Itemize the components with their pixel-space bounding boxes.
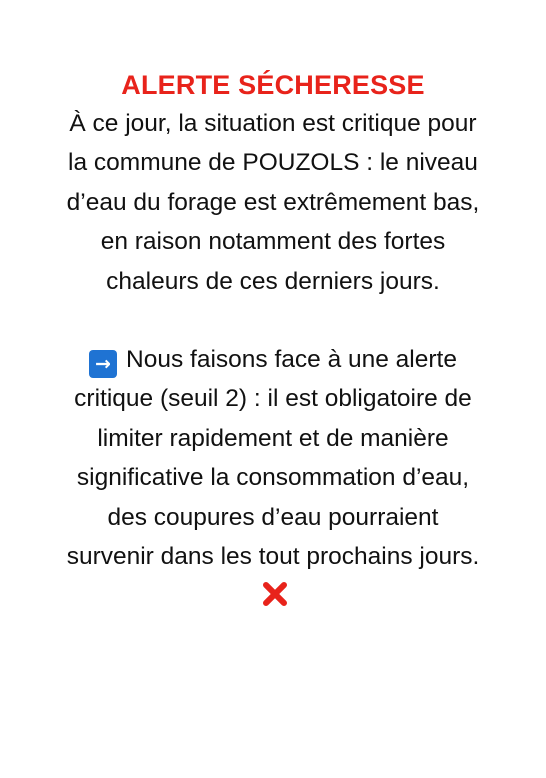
situation-paragraph: À ce jour, la situation est critique pour la commune de POUZOLS : le niveau d’eau du forage est extrêmement bas, en raison notamment des fortes chaleurs de ces derniers jours. <box>66 110 480 295</box>
right-arrow-icon: → <box>89 350 117 378</box>
drought-alert-notice <box>0 66 546 616</box>
alert-paragraph-text: Nous faisons face à une alerte critique (seuil 2) : il est obligatoire de limiter rapidement et de manière significative la consommation d’eau, des coupures d’eau pourraient survenir dans les tout prochains jours. <box>66 346 480 571</box>
alert-paragraph <box>63 340 483 616</box>
cross-mark-icon <box>260 579 290 609</box>
alert-title: ALERTE SÉCHERESSE <box>121 70 425 100</box>
